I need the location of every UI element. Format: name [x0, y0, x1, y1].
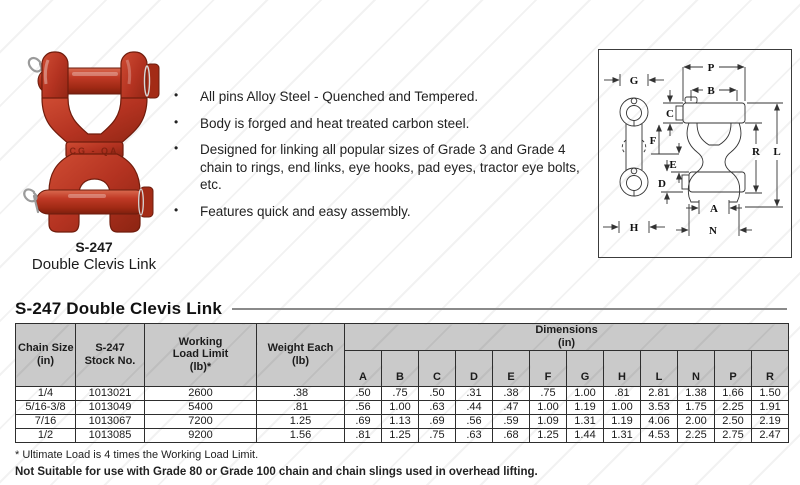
cell-weight: .81 — [257, 400, 345, 414]
col-header-dim-e: E — [493, 350, 530, 386]
cell-dim-d: .31 — [456, 386, 493, 400]
cell-weight: 1.25 — [257, 414, 345, 428]
header-line: (lb)* — [189, 361, 212, 374]
cell-dim-e: .68 — [493, 428, 530, 442]
col-header-dimensions — [345, 324, 789, 351]
feature-item — [172, 141, 590, 194]
cell-chain-size: 1/2 — [16, 428, 76, 442]
feature-text: All pins Alloy Steel - Quenched and Tempered. — [200, 89, 479, 104]
dim-label-d: D — [658, 178, 666, 190]
dim-b — [691, 85, 737, 101]
side-view-outline — [620, 98, 648, 196]
cotter-pin-bottom-icon — [24, 189, 38, 212]
embossed-mark: CG - QA — [69, 146, 118, 156]
cell-dim-e: .47 — [493, 400, 530, 414]
spec-table-section — [15, 299, 789, 478]
product-photo — [20, 42, 168, 273]
header-line: Stock No. — [84, 354, 136, 367]
header-line: (in) — [557, 336, 576, 349]
section-title — [15, 299, 789, 319]
cell-dim-a: .56 — [345, 400, 382, 414]
cell-dim-e: .59 — [493, 414, 530, 428]
cell-dim-f: 1.09 — [530, 414, 567, 428]
header-line: Load Limit — [172, 348, 229, 361]
cell-dim-c: .69 — [419, 414, 456, 428]
bottom-pin — [36, 190, 148, 214]
product-name-caption: Double Clevis Link — [31, 256, 157, 273]
cell-stock-no: 1013067 — [76, 414, 145, 428]
cell-dim-a: .50 — [345, 386, 382, 400]
feature-text: Features quick and easy assembly. — [200, 203, 411, 219]
header-line: Chain Size — [18, 342, 74, 354]
cell-dim-n: 1.75 — [678, 400, 715, 414]
cell-dim-n: 1.38 — [678, 386, 715, 400]
cell-dim-p: 2.75 — [715, 428, 752, 442]
col-header-dim-d: D — [456, 350, 493, 386]
front-view-outline — [676, 97, 745, 202]
cell-dim-c: .63 — [419, 400, 456, 414]
col-header-dim-p: P — [715, 350, 752, 386]
cell-chain-size: 1/4 — [16, 386, 76, 400]
col-header-dim-f: F — [530, 350, 567, 386]
col-header-working-load-limit — [145, 324, 257, 387]
cell-wll: 2600 — [145, 386, 257, 400]
cell-dim-p: 1.66 — [715, 386, 752, 400]
col-header-dim-c: C — [419, 350, 456, 386]
cell-dim-r: 2.19 — [752, 414, 789, 428]
cell-dim-e: .38 — [493, 386, 530, 400]
cell-dim-g: 1.00 — [567, 386, 604, 400]
cell-dim-c: .50 — [419, 386, 456, 400]
bullet-icon: • — [174, 114, 179, 129]
feature-list — [172, 88, 590, 229]
dim-label-h: H — [629, 222, 639, 234]
dim-g — [604, 74, 664, 87]
cell-dim-f: .75 — [530, 386, 567, 400]
spec-table — [15, 323, 789, 443]
dim-label-r: R — [752, 146, 760, 158]
cell-dim-p: 2.25 — [715, 400, 752, 414]
cell-dim-f: 1.00 — [530, 400, 567, 414]
col-header-weight-each — [257, 324, 345, 387]
dim-label-l: L — [773, 146, 781, 158]
dimension-diagram — [598, 49, 792, 258]
dim-label-p: P — [707, 62, 715, 74]
cell-dim-l: 3.53 — [641, 400, 678, 414]
col-header-dim-b: B — [382, 350, 419, 386]
double-clevis-link-photo-illustration — [22, 42, 167, 238]
footnote-ultimate-load: * Ultimate Load is 4 times the Working Load Limit. — [15, 448, 259, 461]
cell-dim-g: 1.44 — [567, 428, 604, 442]
header-line: (in) — [36, 354, 55, 367]
cell-dim-r: 2.47 — [752, 428, 789, 442]
cell-dim-g: 1.31 — [567, 414, 604, 428]
header-line: (lb) — [291, 354, 310, 367]
dim-label-b: B — [707, 85, 715, 97]
cell-wll: 7200 — [145, 414, 257, 428]
col-header-chain-size — [16, 324, 76, 387]
dim-h — [603, 221, 665, 234]
feature-item — [172, 203, 590, 221]
table-row — [16, 428, 789, 442]
cell-dim-a: .69 — [345, 414, 382, 428]
cell-dim-h: 1.00 — [604, 400, 641, 414]
col-header-dim-a: A — [345, 350, 382, 386]
cell-dim-r: 1.50 — [752, 386, 789, 400]
feature-item — [172, 115, 590, 133]
cell-dim-n: 2.25 — [678, 428, 715, 442]
dim-f — [650, 125, 679, 154]
footnote-not-suitable: Not Suitable for use with Grade 80 or Grade 100 chain and chain slings used in overhead lifting. — [15, 465, 538, 478]
col-header-dim-r: R — [752, 350, 789, 386]
col-header-dim-n: N — [678, 350, 715, 386]
cell-stock-no: 1013085 — [76, 428, 145, 442]
dim-r — [745, 123, 762, 193]
cell-dim-d: .63 — [456, 428, 493, 442]
feature-text: Designed for linking all popular sizes of Grade 3 and Grade 4 chain to rings, end links, eye hooks, pad eyes, tractor eye bolts, etc. — [200, 142, 580, 193]
col-header-stock-no — [76, 324, 145, 387]
cell-dim-c: .75 — [419, 428, 456, 442]
col-header-dim-g: G — [567, 350, 604, 386]
cell-dim-l: 2.81 — [641, 386, 678, 400]
bullet-icon: • — [174, 141, 179, 156]
dim-label-a: A — [710, 203, 718, 215]
cell-wll: 9200 — [145, 428, 257, 442]
cell-dim-d: .56 — [456, 414, 493, 428]
bullet-icon: • — [174, 202, 179, 217]
cell-dim-d: .44 — [456, 400, 493, 414]
table-row — [16, 400, 789, 414]
cell-wll: 5400 — [145, 400, 257, 414]
dim-label-g: G — [629, 75, 639, 87]
cell-chain-size: 5/16-3/8 — [16, 400, 76, 414]
cell-dim-p: 2.50 — [715, 414, 752, 428]
cell-chain-size: 7/16 — [16, 414, 76, 428]
dim-label-n: N — [709, 225, 717, 237]
dim-c — [663, 90, 683, 136]
header-line: Working — [178, 335, 223, 348]
cell-dim-l: 4.53 — [641, 428, 678, 442]
col-header-dim-h: H — [604, 350, 641, 386]
cell-dim-h: .81 — [604, 386, 641, 400]
cell-dim-b: 1.13 — [382, 414, 419, 428]
cell-dim-b: 1.25 — [382, 428, 419, 442]
dim-e — [669, 143, 689, 183]
dim-label-f: F — [649, 135, 657, 147]
cell-dim-b: 1.00 — [382, 400, 419, 414]
cell-dim-h: 1.31 — [604, 428, 641, 442]
cell-dim-n: 2.00 — [678, 414, 715, 428]
header-line: Dimensions — [535, 324, 598, 336]
dimension-diagram-drawing — [599, 50, 791, 257]
table-row — [16, 386, 789, 400]
cell-dim-r: 1.91 — [752, 400, 789, 414]
header-line: Weight Each — [267, 342, 334, 354]
cell-dim-a: .81 — [345, 428, 382, 442]
header-line: S-247 — [95, 342, 125, 354]
cell-stock-no: 1013049 — [76, 400, 145, 414]
cell-stock-no: 1013021 — [76, 386, 145, 400]
feature-item — [172, 88, 590, 106]
cell-dim-f: 1.25 — [530, 428, 567, 442]
col-header-dim-l: L — [641, 350, 678, 386]
cell-dim-b: .75 — [382, 386, 419, 400]
dim-label-e: E — [669, 159, 677, 171]
bullet-icon: • — [174, 88, 179, 102]
dim-label-c: C — [666, 108, 674, 120]
cell-weight: .38 — [257, 386, 345, 400]
cell-dim-l: 4.06 — [641, 414, 678, 428]
product-code-caption: S-247 — [75, 239, 113, 255]
feature-text: Body is forged and heat treated carbon steel. — [200, 115, 470, 131]
cell-weight: 1.56 — [257, 428, 345, 442]
cell-dim-h: 1.19 — [604, 414, 641, 428]
table-row — [16, 414, 789, 428]
dim-l — [745, 103, 783, 207]
cell-dim-g: 1.19 — [567, 400, 604, 414]
section-title-text: S-247 Double Clevis Link — [15, 299, 222, 318]
